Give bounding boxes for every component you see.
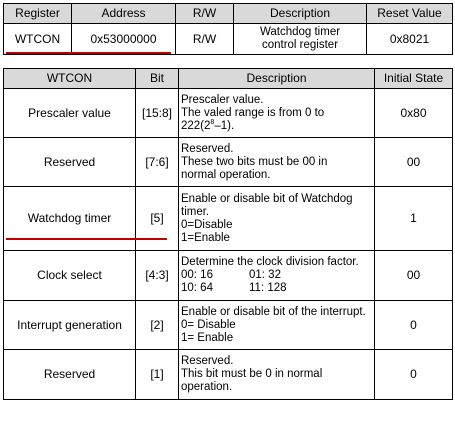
field-bit: [7:6] xyxy=(136,138,179,187)
header-bit: Bit xyxy=(136,69,179,89)
desc-pair-line xyxy=(181,282,372,295)
field-bit: [2] xyxy=(136,301,179,350)
table-row xyxy=(4,251,453,301)
register-description-line1: Watchdog timer xyxy=(259,26,341,38)
desc-line: Determine the clock division factor. xyxy=(181,256,359,268)
desc-line: Prescaler value. xyxy=(181,93,264,106)
desc-line: This bit must be 0 in normal xyxy=(181,368,323,380)
field-header-row xyxy=(4,69,453,89)
pair-value: 10: 64 xyxy=(181,282,213,294)
field-description xyxy=(179,138,375,187)
pair-value: 11: 128 xyxy=(249,282,287,294)
field-name: Watchdog timer xyxy=(4,187,136,251)
header-address: Address xyxy=(72,4,176,24)
field-initial-state: 00 xyxy=(375,251,453,301)
pair-value: 01: 32 xyxy=(249,269,281,281)
watchdog-highlight-underline xyxy=(6,238,167,240)
register-address: 0x53000000 xyxy=(72,24,176,55)
table-row xyxy=(4,138,453,187)
bit-field-table xyxy=(3,68,453,400)
desc-line: 0= Disable xyxy=(181,318,236,331)
desc-line: 1=Enable xyxy=(181,231,230,244)
desc-line: The valed range is from 0 to xyxy=(181,106,325,119)
table-row xyxy=(4,350,453,400)
field-initial-state: 00 xyxy=(375,138,453,187)
field-bit: [4:3] xyxy=(136,251,179,301)
field-initial-state: 1 xyxy=(375,187,453,251)
header-initial-state: Initial State xyxy=(375,69,453,89)
field-name: Interrupt generation xyxy=(4,301,136,350)
register-summary-table xyxy=(3,3,453,55)
header-register: Register xyxy=(4,4,72,24)
desc-line: 1= Enable xyxy=(181,331,234,344)
desc-line: $222(2^8-1)$. xyxy=(181,118,235,132)
field-description xyxy=(179,187,375,251)
field-name: Prescaler value xyxy=(4,89,136,138)
header-reset-value: Reset Value xyxy=(367,4,453,24)
field-bit: [5] xyxy=(136,187,179,251)
desc-line: 0=Disable xyxy=(181,218,233,231)
field-description xyxy=(179,350,375,400)
exponent: 8 xyxy=(210,118,215,126)
register-header-row xyxy=(4,4,453,24)
pair-value: 00: 16 xyxy=(181,269,213,281)
desc-pair-line xyxy=(181,269,372,282)
register-description-line2: control register xyxy=(261,39,339,51)
field-name: Clock select xyxy=(4,251,136,301)
desc-line: These two bits must be 00 in xyxy=(181,155,328,168)
field-initial-state: 0x80 xyxy=(375,89,453,138)
desc-line: Enable or disable bit of the interrupt. xyxy=(181,305,366,318)
field-description xyxy=(179,89,375,138)
field-initial-state: 0 xyxy=(375,350,453,400)
desc-line: Reserved. xyxy=(181,355,234,367)
field-initial-state: 0 xyxy=(375,301,453,350)
table-row xyxy=(4,187,453,251)
header-field-description: Description xyxy=(179,69,375,89)
register-rw: R/W xyxy=(176,24,234,55)
register-reset-value: 0x8021 xyxy=(367,24,453,55)
header-rw: R/W xyxy=(176,4,234,24)
field-bit: [1] xyxy=(136,350,179,400)
register-description xyxy=(234,24,367,55)
desc-line: Enable or disable bit of Watchdog xyxy=(181,192,353,205)
register-row xyxy=(4,24,453,55)
header-wtcon: WTCON xyxy=(4,69,136,89)
header-description: Description xyxy=(234,4,367,24)
field-description xyxy=(179,301,375,350)
desc-line: timer. xyxy=(181,205,210,218)
field-bit: [15:8] xyxy=(136,89,179,138)
register-highlight-underline xyxy=(6,52,171,54)
field-name: Reserved xyxy=(4,350,136,400)
desc-line: Reserved. xyxy=(181,142,234,155)
field-description xyxy=(179,251,375,301)
table-row xyxy=(4,301,453,350)
register-name: WTCON xyxy=(4,24,72,55)
desc-line: normal operation. xyxy=(181,168,271,181)
desc-line: operation. xyxy=(181,381,233,393)
table-row xyxy=(4,89,453,138)
field-name: Reserved xyxy=(4,138,136,187)
